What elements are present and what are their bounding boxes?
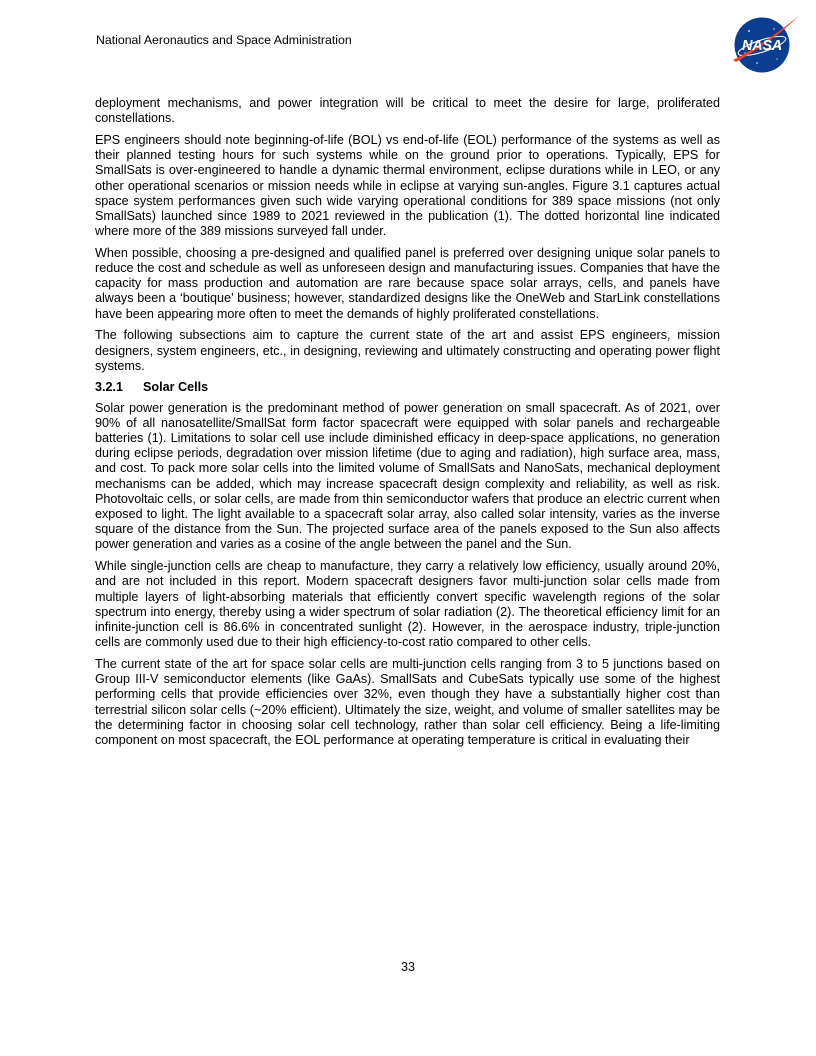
section-heading [95, 380, 720, 395]
body-paragraph: Solar power generation is the predominant method of power generation on small spacecraft. As of 2021, over 90% of all nanosatellite/SmallSat form factor spacecraft were equipped with solar panels and rechargeable batteries (1). Limitations to solar cell use include diminished efficacy in deep-space applications, no generation during eclipse periods, degradation over mission lifetime (due to aging and radiation), high surface area, mass, and cost. To pack more solar cells into the limited volume of SmallSats and NanoSats, mechanical deployment mechanisms can be added, which may increase spacecraft design complexity and reliability, as well as risk. Photovoltaic cells, or solar cells, are made from thin semiconductor wafers that produce an electric current when exposed to light. The light available to a spacecraft solar array, also called solar intensity, varies as the inverse square of the distance from the Sun. The projected surface area of the panels exposed to the Sun also affects power generation and varies as a cosine of the angle between the panel and the Sun. [95, 400, 720, 552]
body-paragraph: deployment mechanisms, and power integration will be critical to meet the desire for large, proliferated constellations. [95, 96, 720, 126]
body-paragraph: When possible, choosing a pre-designed and qualified panel is preferred over designing unique solar panels to reduce the cost and schedule as well as unforeseen design and manufacturing issues. Companies that have the capacity for mass production and automation are rare because space solar arrays, cells, and panels have always been a ‘boutique’ business; however, standardized designs like the OneWeb and StarLink constellations have been appearing more often to meet the demands of highly proliferated constellations. [95, 245, 720, 321]
document-body [95, 96, 720, 755]
body-paragraph: The following subsections aim to capture the current state of the art and assist EPS engineers, mission designers, system engineers, etc., in designing, reviewing and ultimately constructing and operating power flight systems. [95, 328, 720, 373]
header-agency-name: National Aeronautics and Space Administration [96, 33, 352, 47]
body-paragraph: The current state of the art for space solar cells are multi-junction cells ranging from 3 to 5 junctions based on Group III-V semiconductor elements (like GaAs). SmallSats and CubeSats typically use some of the highest performing cells that provide efficiencies over 32%, even though they have a substantially higher cost than terrestrial silicon solar cells (~20% efficient). Ultimately the size, weight, and volume of smaller satellites may be the determining factor in choosing solar cell technology, rather than solar cell efficiency. Being a life-limiting component on most spacecraft, the EOL performance at operating temperature is critical in evaluating their [95, 656, 720, 747]
body-paragraph: While single-junction cells are cheap to manufacture, they carry a relatively low efficiency, usually around 20%, and are not included in this report. Modern spacecraft designers favor multi-junction solar cells made from multiple layers of light-absorbing materials that efficiently convert specific wavelength regions of the solar spectrum into energy, thereby using a wider spectrum of solar radiation (2). The theoretical efficiency limit for an infinite-junction cell is 86.6% in concentrated sunlight (2). However, in the aerospace industry, triple-junction cells are commonly used due to their high efficiency-to-cost ratio compared to other cells. [95, 559, 720, 650]
body-paragraph: EPS engineers should note beginning-of-life (BOL) vs end-of-life (EOL) performance of the systems as well as their planned testing hours for such systems while on the ground prior to operations. Typically, EPS for SmallSats is over-engineered to handle a dynamic thermal environment, eclipse durations while in LEO, or any other operational scenarios or mission needs while in eclipse at varying sun-angles. Figure 3.1 captures actual space system performances given such wide varying operational conditions for 389 space missions (not only SmallSats) launched since 1989 to 2021 reviewed in the publication (1). The dotted horizontal line indicated where more of the 389 missions surveyed fall under. [95, 132, 720, 239]
nasa-logo [727, 11, 801, 75]
section-number: 3.2.1 [95, 380, 124, 395]
page-number: 33 [400, 960, 415, 974]
section-title: Solar Cells [143, 380, 209, 395]
nasa-logo-text: NASA [742, 38, 782, 54]
